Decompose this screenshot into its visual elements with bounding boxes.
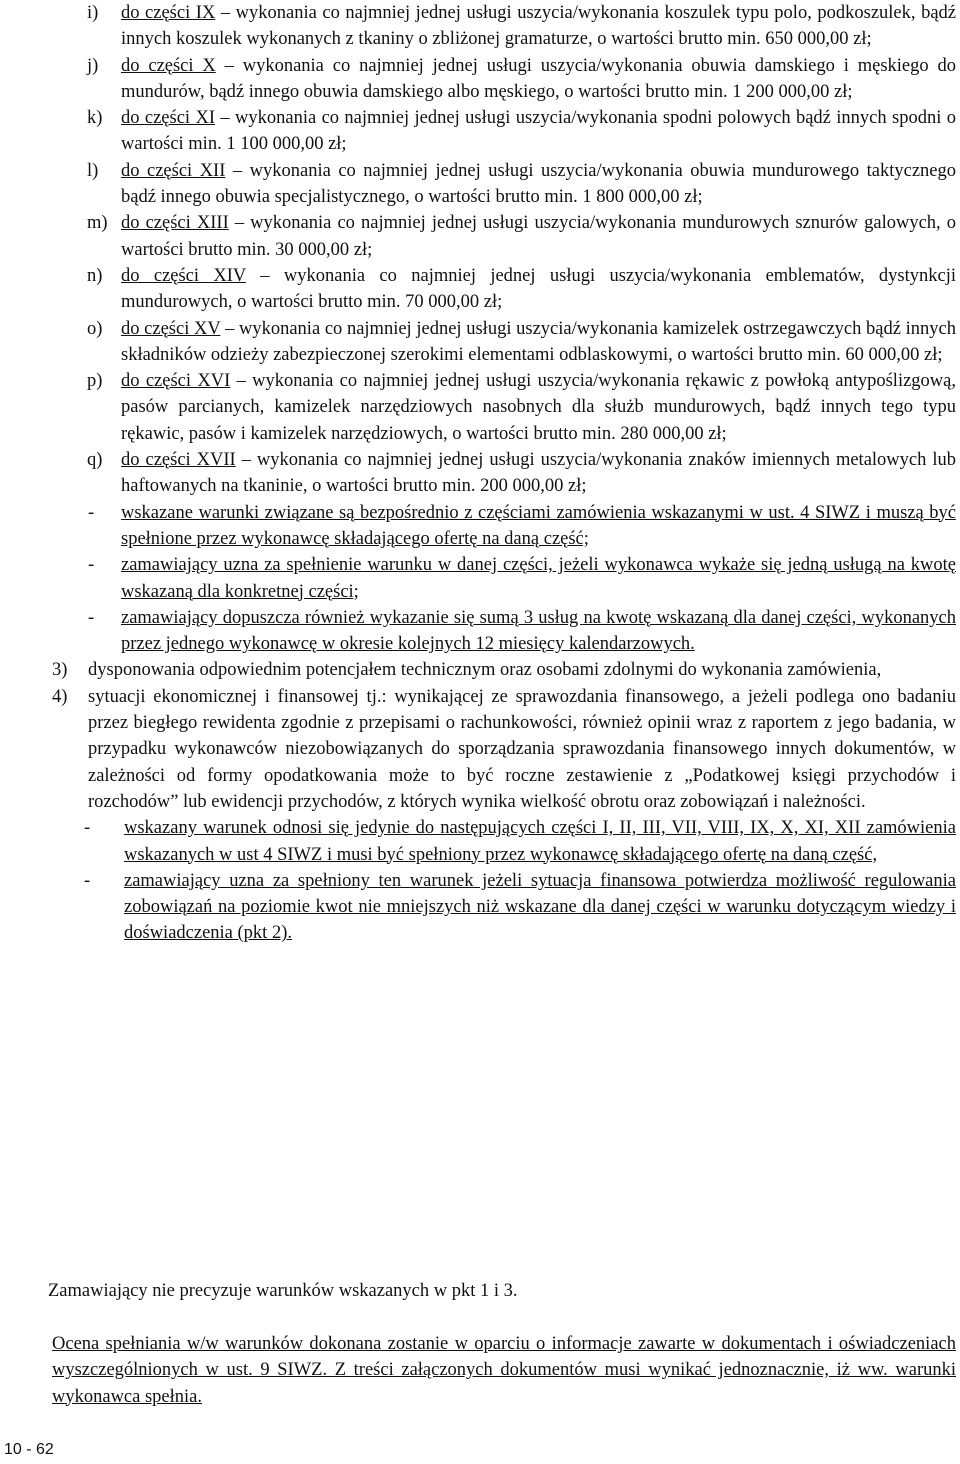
numbered-conditions-list: [0, 657, 960, 815]
part-reference: do części IX: [121, 3, 216, 23]
list-item: [0, 210, 960, 263]
conditions-notes-list: [0, 500, 960, 658]
item-text: – wykonania co najmniej jednej usługi uszycia/wykonania obuwia mundurowego taktycznego bądź innego obuwia specjalistycznego, o wartości brutto min. 1 800 000,00 zł;: [121, 160, 956, 208]
dash-marker: -: [88, 607, 95, 628]
evaluation-paragraph: Ocena spełniania w/w warunków dokonana zostanie w oparciu o informacje zawarte w dokumentach i oświadczeniach wyszczególnionych w ust. 9 SIWZ. Z treści załączonych dokumentów musi wynikać jednoznacznie, iż ww. warunki wykonawca spełnia.: [52, 1334, 956, 1407]
list-item: [0, 605, 960, 658]
list-item: [0, 263, 960, 316]
part-reference: do części XVI: [121, 371, 231, 392]
part-reference: do części XIV: [121, 265, 246, 286]
list-item: [0, 447, 960, 500]
list-item: [0, 552, 960, 605]
part-reference: do części XVII: [121, 450, 236, 471]
item-marker: l): [87, 160, 99, 181]
item-marker: j): [87, 55, 99, 76]
dash-marker: -: [84, 870, 91, 891]
item-text: – wykonania co najmniej jednej usługi uszycia/wykonania emblematów, dystynkcji mundurowych, o wartości brutto min. 70 000,00 zł;: [121, 265, 956, 313]
item-marker: 3): [52, 660, 68, 681]
item-marker: p): [87, 371, 103, 392]
page-number: 10 - 62: [4, 1441, 54, 1458]
list-item: [0, 684, 960, 815]
item-text: sytuacji ekonomicznej i finansowej tj.: wynikającej ze sprawozdania finansowego, a jeżeli podlega ono badaniu przez biegłego rewidenta zgodnie z przepisami o rachunkowości, również opinii wraz z raportem z jego badania, w przypadku wykonawców niezobowiązanych do sporządzania sprawozdania finansowego innych dokumentów, w zależności od formy opodatkowania może to być roczne zestawienie z „Podatkowej księgi przychodów i rozchodów” lub ewidencji przychodów, z których wynika wielkość obrotu oraz zobowiązań i należności.: [88, 686, 956, 812]
part-reference: do części XV: [121, 318, 221, 339]
item-marker: q): [87, 450, 103, 471]
item-marker: o): [87, 318, 103, 339]
item-text: – wykonania co najmniej jednej usługi uszycia/wykonania spodni polowych bądź innych spodni o wartości min. 1 100 000,00 zł;: [121, 108, 956, 155]
list-item: [0, 657, 960, 683]
item-marker: n): [87, 265, 103, 286]
item-text: dysponowania odpowiednim potencjałem technicznym oraz osobami zdolnymi do wykonania zamówienia,: [88, 660, 882, 681]
dash-marker: -: [88, 502, 95, 523]
list-item: [0, 500, 960, 553]
list-item: [0, 158, 960, 211]
list-item: [0, 368, 960, 447]
list-item: [0, 105, 960, 158]
note-text: zamawiający uzna za spełniony ten warunek jeżeli sytuacja finansowa potwierdza możliwość regulowania zobowiązań na poziomie kwot nie mniejszych niż wskazane dla danej części w warunku dotyczącym wiedzy i doświadczenia (pkt 2).: [124, 870, 956, 944]
list-item: [0, 0, 960, 53]
item-text: – wykonania co najmniej jednej usługi uszycia/wykonania znaków imiennych metalowych lub haftowanych na tkaninie, o wartości brutto min. 200 000,00 zł;: [121, 450, 956, 497]
note-text: wskazany warunek odnosi się jedynie do następujących części I, II, III, VII, VIII, IX, X, XI, XII zamówienia wskazanych w ust 4 SIWZ i musi być spełniony przez wykonawcę składającego ofertę na daną część,: [124, 818, 956, 865]
financial-notes-list: [0, 815, 960, 946]
item-marker: 4): [52, 686, 68, 707]
item-marker: i): [87, 3, 99, 23]
item-marker: m): [87, 213, 108, 234]
list-item: [0, 316, 960, 369]
item-text: – wykonania co najmniej jednej usługi uszycia/wykonania kamizelek ostrzegawczych bądź innych składników odzieży zabezpieczonej szerokimi elementami odblaskowymi, o wartości brutto min. 60 000,00 zł;: [121, 318, 956, 365]
part-reference: do części XIII: [121, 213, 229, 234]
part-conditions-list: [0, 0, 960, 500]
part-reference: do części X: [121, 55, 216, 76]
item-text: – wykonania co najmniej jednej usługi uszycia/wykonania rękawic z powłoką antypoślizgową, pasów parcianych, kamizelek narzędziowych nasobnych dla służb mundurowych, bądź innych tego typu rękawic, pasów i kamizelek narzędziowych, o wartości brutto min. 280 000,00 zł;: [121, 371, 956, 444]
dash-marker: -: [84, 818, 91, 839]
dash-marker: -: [88, 555, 95, 576]
list-item: [0, 815, 960, 868]
list-item: [0, 868, 960, 947]
part-reference: do części XI: [121, 108, 215, 129]
conditions-remark: Zamawiający nie precyzuje warunków wskazanych w pkt 1 i 3.: [48, 1281, 518, 1301]
part-reference: do części XII: [121, 160, 226, 181]
note-text: zamawiający uzna za spełnienie warunku w danej części, jeżeli wykonawca wykaże się jedną usługą na kwotę wskazaną dla konkretnej części;: [121, 555, 956, 602]
note-text: wskazane warunki związane są bezpośrednio z częściami zamówienia wskazanymi w ust. 4 SIWZ i muszą być spełnione przez wykonawcę składającego ofertę na daną część;: [121, 502, 956, 549]
list-item: [0, 53, 960, 106]
item-text: – wykonania co najmniej jednej usługi uszycia/wykonania koszulek typu polo, podkoszulek, bądź innych koszulek wykonanych z tkaniny o zbliżonej gramaturze, o wartości brutto min. 650 000,00 zł;: [121, 3, 956, 50]
note-text: zamawiający dopuszcza również wykazanie się sumą 3 usług na kwotę wskazaną dla danej części, wykonanych przez jednego wykonawcę w okresie kolejnych 12 miesięcy kalendarzowych.: [121, 607, 956, 655]
item-marker: k): [87, 108, 103, 129]
item-text: – wykonania co najmniej jednej usługi uszycia/wykonania obuwia damskiego i męskiego do mundurów, bądź innego obuwia damskiego albo męskiego, o wartości brutto min. 1 200 000,00 zł;: [121, 55, 956, 102]
item-text: – wykonania co najmniej jednej usługi uszycia/wykonania mundurowych sznurów galowych, o wartości brutto min. 30 000,00 zł;: [121, 213, 957, 260]
